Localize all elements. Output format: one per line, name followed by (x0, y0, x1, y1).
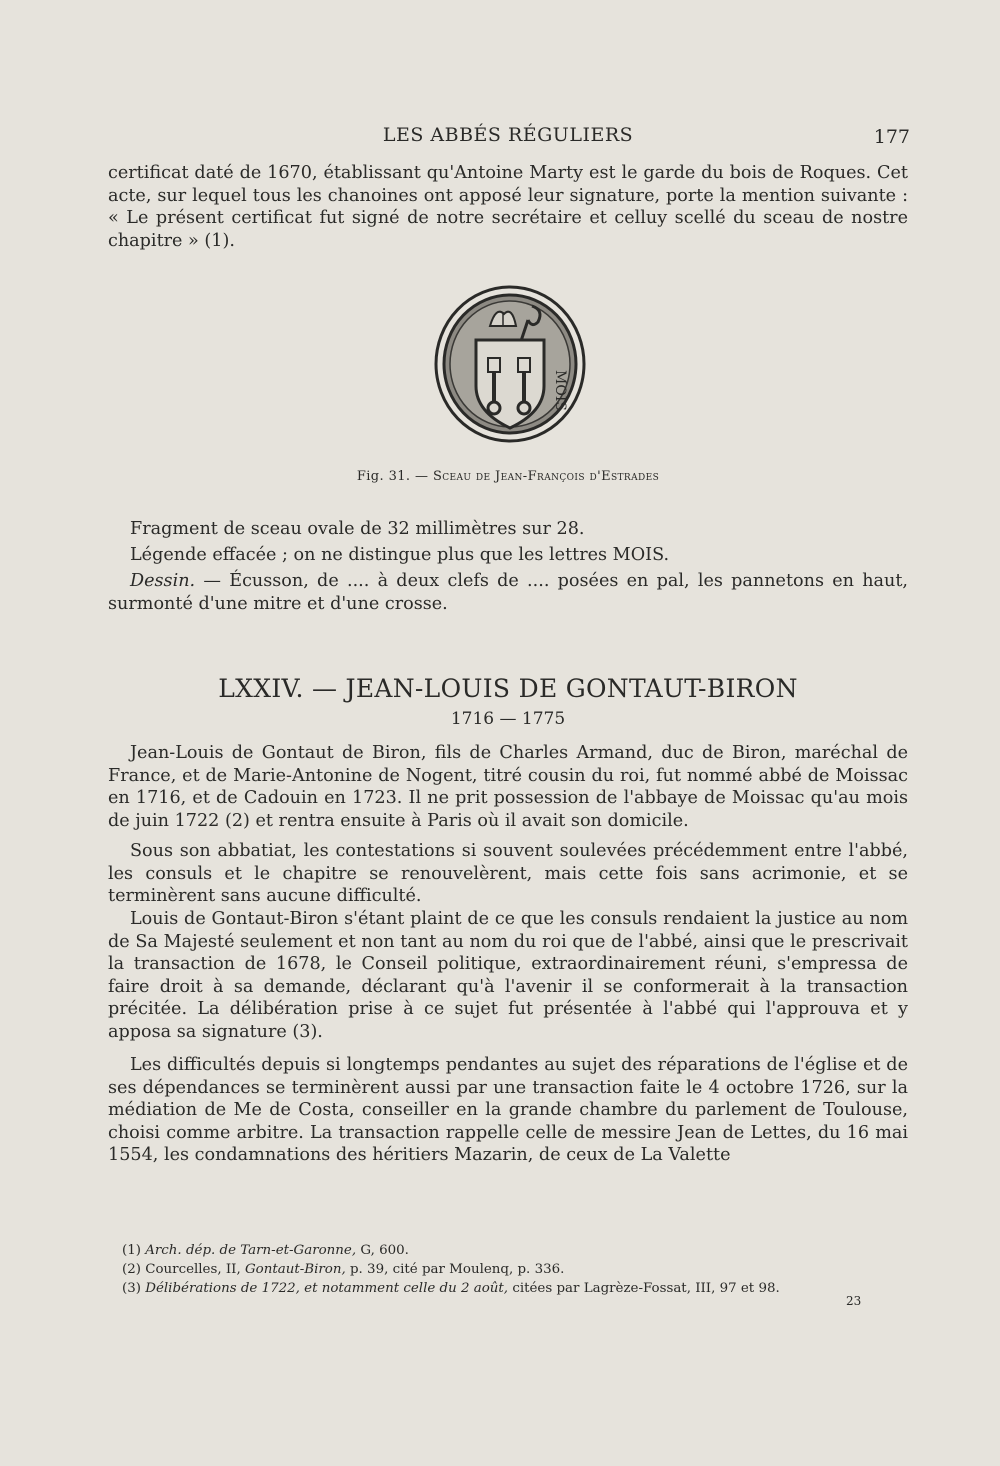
seal-size-line: Fragment de sceau ovale de 32 millimètres sur 28. (130, 519, 585, 539)
running-title: LES ABBÉS RÉGULIERS (382, 124, 634, 146)
page-number: 177 (873, 126, 910, 148)
dessin-label: Dessin. (130, 571, 196, 591)
seal-drawing-description: Dessin. — Écusson, de .... à deux clefs de .... posées en pal, les pannetons en haut, surmonté d'une mitre et d'une crosse. (108, 571, 909, 614)
seal-legend-line: Légende effacée ; on ne distingue plus que les lettres MOIS. (130, 545, 670, 565)
seal-icon (436, 287, 584, 441)
running-head (108, 124, 908, 150)
seal-illustration (432, 284, 588, 444)
chapter-years: 1716 — 1775 (450, 709, 566, 729)
intro-paragraph: certificat daté de 1670, établissant qu'Antoine Marty est le garde du bois de Roques. Cet acte, sur lequel tous les chanoines ont apposé leur signature, porte la mention suivante : « Le présent certificat fut signé de notre secrétaire et celluy scellé du sceau de nostre chapitre » (1). (108, 163, 908, 251)
figure-caption (108, 469, 908, 484)
chapter-heading: LXXIV. — JEAN-LOUIS DE GONTAUT-BIRON (218, 674, 798, 703)
svg-text:MOIS: MOIS (552, 370, 568, 411)
figure-label: Fig. 31. — (356, 469, 429, 484)
body-paragraph-2: Sous son abbatiat, les contestations si souvent soulevées précédemment entre l'abbé, les consuls et le chapitre se renouvelèrent, mais cette fois sans acrimonie, et se terminèrent sans aucune difficulté. (108, 841, 908, 907)
footnote-3: (3) Délibérations de 1722, et notamment celle du 2 août, citées par Lagrèze-Fossat, III, 97 et 98. (122, 1281, 780, 1296)
body-paragraph-4: Les difficultés depuis si longtemps pendantes au sujet des réparations de l'église et de ses dépendances se terminèrent aussi par une transaction faite le 4 octobre 1726, sur la médiation de Me de Costa, conseiller en la grande chambre du parlement de Toulouse, choisi comme arbitre. La transaction rappelle celle de messire Jean de Lettes, du 16 mai 1554, les condamnations des héritiers Mazarin, de ceux de La Valette (108, 1055, 908, 1166)
body-paragraph-3: Louis de Gontaut-Biron s'étant plaint de ce que les consuls rendaient la justice au nom de Sa Majesté seulement et non tant au nom du roi que de l'abbé, ainsi que le prescrivait la transaction de 1678, le Conseil politique, extraordinairement réuni, s'empressa de faire droit à sa demande, déclarant qu'à l'avenir il se conformerait à la transaction précitée. La délibération prise à ce sujet fut présentée à l'abbé qui l'approuva et y apposa sa signature (3). (108, 909, 908, 1042)
footnote-2: (2) Courcelles, II, Gontaut-Biron, p. 39, cité par Moulenq, p. 336. (122, 1262, 565, 1277)
figure-title: Sceau de Jean-François d'Estrades (432, 469, 660, 484)
signature-mark: 23 (846, 1294, 862, 1308)
footnotes (122, 1241, 882, 1298)
footnote-1: (1) Arch. dép. de Tarn-et-Garonne, G, 600. (122, 1243, 409, 1258)
body-paragraph-1: Jean-Louis de Gontaut de Biron, fils de Charles Armand, duc de Biron, maréchal de France, et de Marie-Antonine de Nogent, titré cousin du roi, fut nommé abbé de Moissac en 1716, et de Cadouin en 1723. Il ne prit possession de l'abbaye de Moissac qu'au mois de juin 1722 (2) et rentra ensuite à Paris où il avait son domicile. (108, 743, 908, 831)
